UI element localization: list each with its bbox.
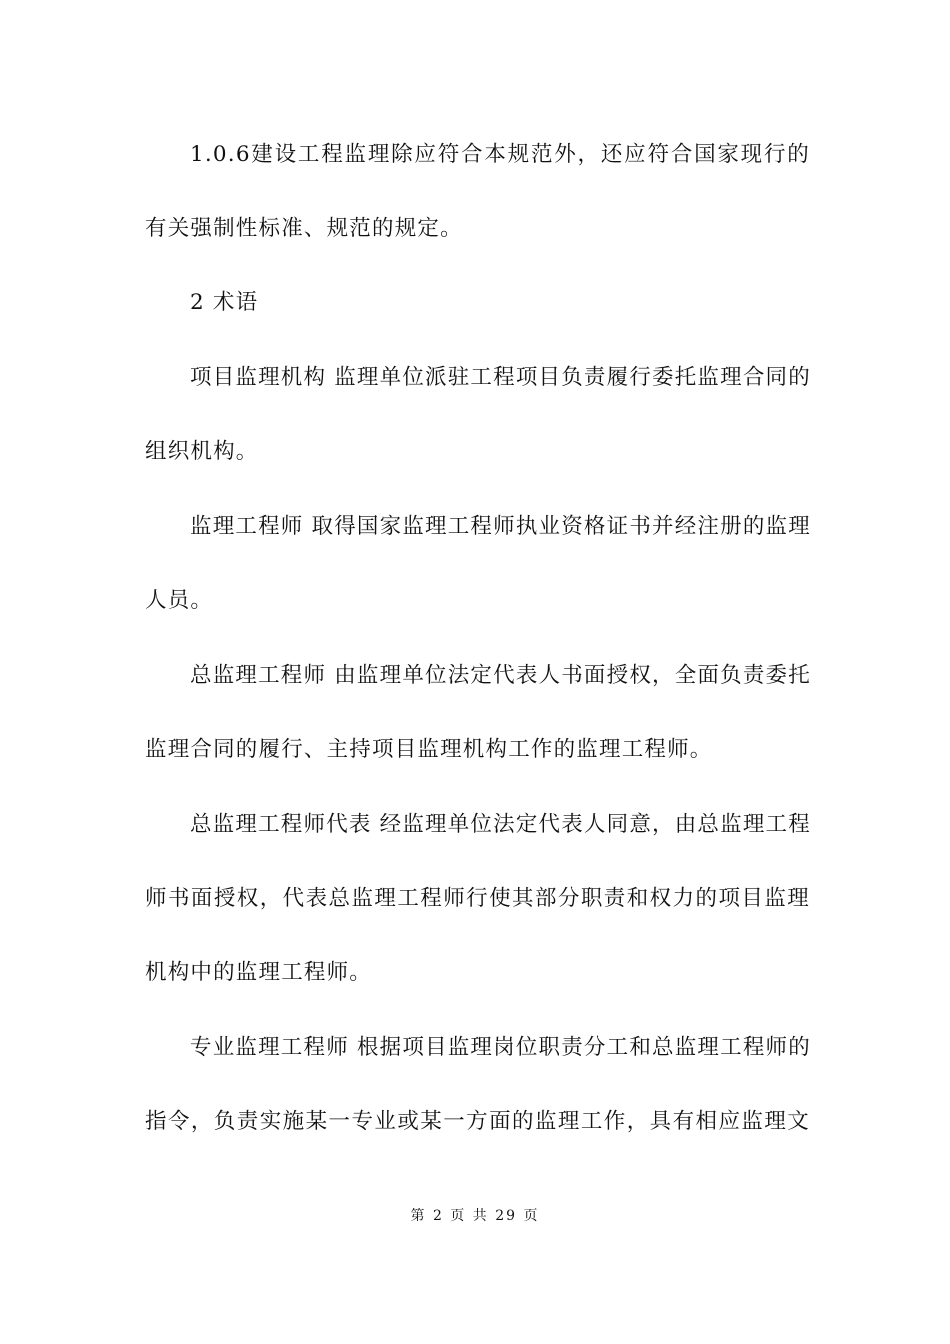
paragraph-line: 项目监理机构 监理单位派驻工程项目负责履行委托监理合同的	[190, 365, 811, 390]
paragraph-line: 机构中的监理工程师。	[145, 960, 373, 985]
paragraph-line: 总监理工程师 由监理单位法定代表人书面授权，全面负责委托	[190, 663, 811, 688]
paragraph-line: 有关强制性标准、规范的规定。	[145, 216, 463, 241]
page-number-footer: 第 2 页 共 29 页	[410, 1208, 540, 1224]
paragraph-line: 组织机构。	[145, 439, 259, 464]
paragraph-line: 1.0.6建设工程监理除应符合本规范外，还应符合国家现行的	[190, 142, 810, 167]
paragraph-line: 指令，负责实施某一专业或某一方面的监理工作，具有相应监理文	[145, 1109, 810, 1134]
paragraph-line: 专业监理工程师 根据项目监理岗位职责分工和总监理工程师的	[190, 1035, 811, 1060]
paragraph-line: 总监理工程师代表 经监理单位法定代表人同意，由总监理工程	[190, 812, 811, 837]
paragraph-line: 师书面授权，代表总监理工程师行使其部分职责和权力的项目监理	[145, 886, 810, 911]
paragraph-line: 监理工程师 取得国家监理工程师执业资格证书并经注册的监理	[190, 514, 811, 539]
paragraph-line: 人员。	[145, 588, 214, 613]
paragraph-line: 监理合同的履行、主持项目监理机构工作的监理工程师。	[145, 737, 713, 762]
section-heading: 2 术语	[190, 290, 259, 315]
